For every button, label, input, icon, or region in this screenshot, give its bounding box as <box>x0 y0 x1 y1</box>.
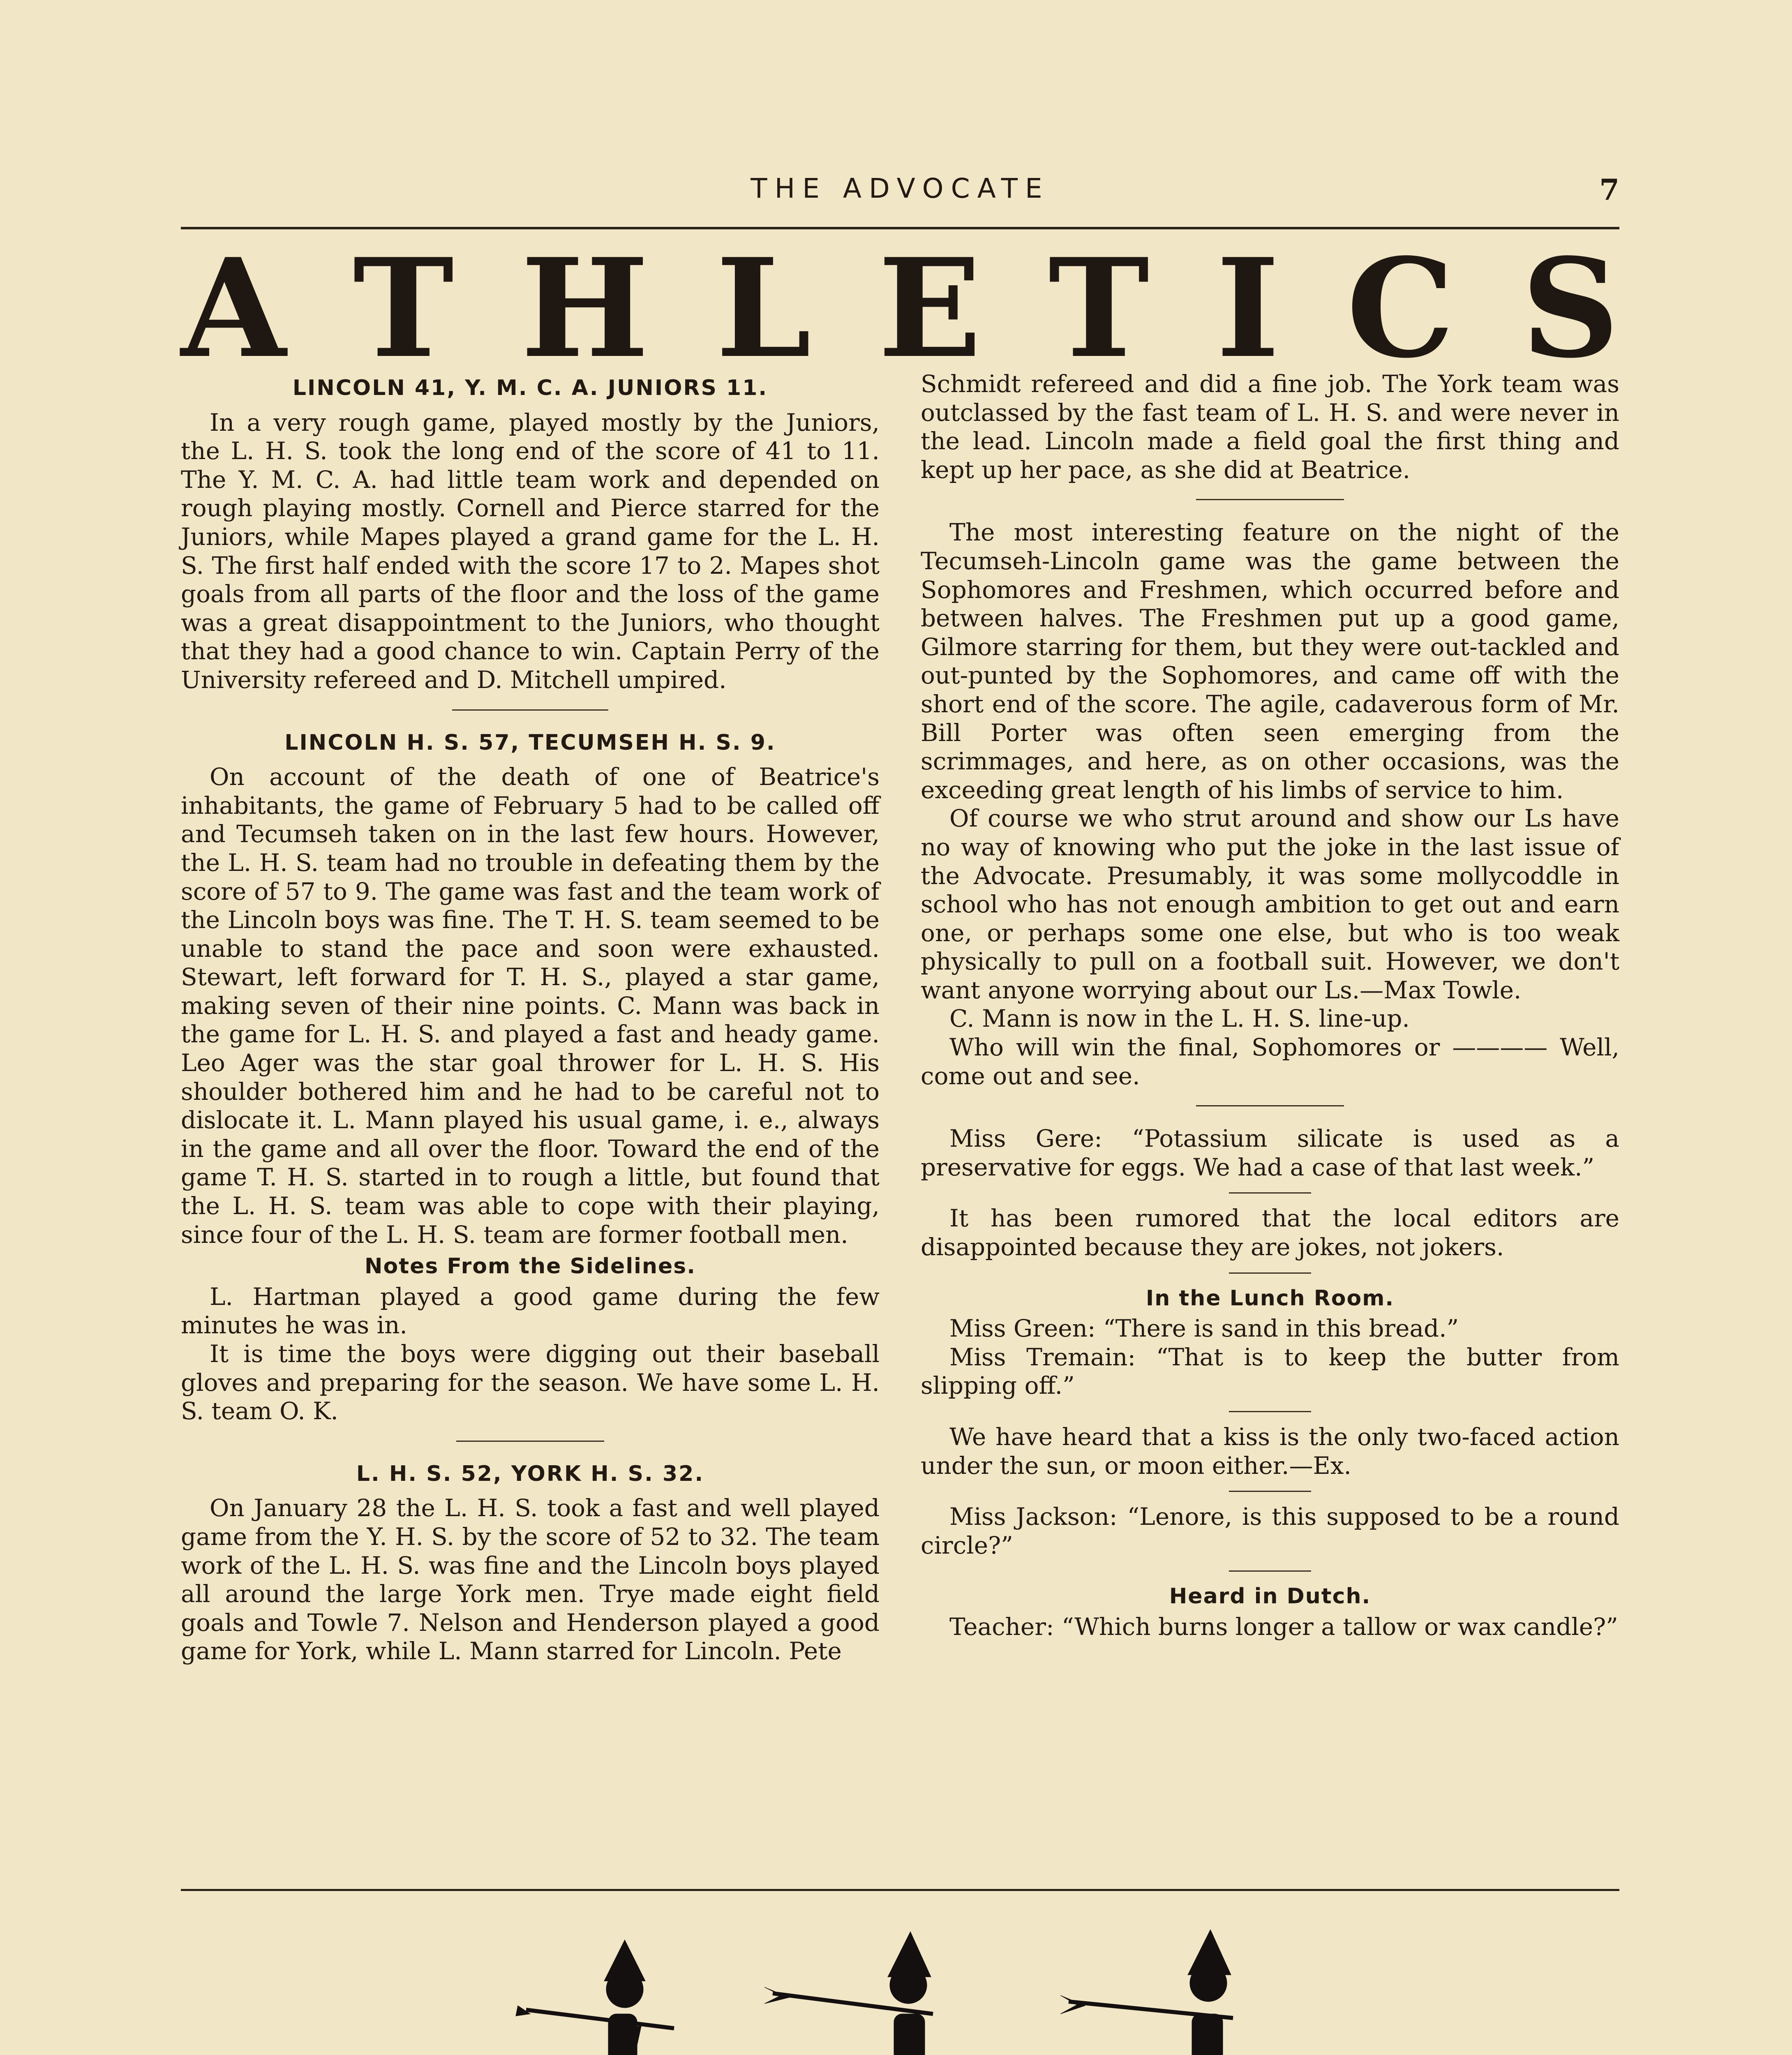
separator-rule <box>1229 1491 1311 1492</box>
witch-figure-2 <box>764 1932 1069 2055</box>
column-rule <box>904 374 905 1862</box>
title-letter: A <box>181 229 286 388</box>
article-paragraph: Miss Gere: “Potassium silicate is used as a preservative for eggs. We had a case of that last week.” <box>921 1124 1619 1181</box>
right-column <box>921 370 1619 1642</box>
article-paragraph: Miss Tremain: “That is to keep the butter from slipping off.” <box>921 1343 1619 1400</box>
article-paragraph: In a very rough game, played mostly by the Juniors, the L. H. S. took the long end of the score of 41 to 11. The Y. M. C. A. had little team work and depended on rough playing mostly. Cornell and Pierce starred for the Juniors, while Mapes played a grand game for the L. H. S. The first half ended with the score 17 to 2. Mapes shot goals from all parts of the floor and the loss of the game was a great disappointment to the Juniors, who thought that they had a good chance to win. Captain Perry of the University refereed and D. Mitchell umpired. <box>181 408 880 694</box>
article-paragraph: We have heard that a kiss is the only two-faced action under the sun, or moon either.—Ex. <box>921 1423 1619 1480</box>
article-paragraph: Miss Jackson: “Lenore, is this supposed to be a round circle?” <box>921 1503 1619 1559</box>
article-heading: L. H. S. 52, YORK H. S. 32. <box>356 1461 704 1486</box>
separator-rule <box>1229 1411 1311 1412</box>
witch-figure-1 <box>436 1940 764 2055</box>
title-letter: I <box>1216 229 1280 388</box>
title-letter: E <box>878 229 981 388</box>
separator-rule <box>456 1441 604 1442</box>
article-paragraph: C. Mann is now in the L. H. S. line-up. <box>949 1004 1410 1033</box>
subheading: Notes From the Sidelines. <box>365 1254 696 1279</box>
separator-rule <box>1229 1570 1311 1572</box>
witches-silhouette-illustration <box>427 1891 1373 2055</box>
title-letter: H <box>521 229 649 388</box>
page-number: 7 <box>1599 173 1619 207</box>
article-paragraph: Of course we who strut around and show our Ls have no way of knowing who put the joke in the last issue of the Advocate. Presumably, it was some mollycoddle in school who has not enough ambition to get out and earn one, or perhaps some one else, but who is too weak physically to pull on a football suit. However, we don't want anyone worrying about our Ls.—Max Towle. <box>921 804 1619 1004</box>
title-letter: T <box>353 229 454 388</box>
title-letter: T <box>1048 229 1150 388</box>
separator-rule <box>1196 499 1344 500</box>
witch-figure-3 <box>1060 1930 1365 2055</box>
publication-title: THE ADVOCATE <box>751 173 1050 204</box>
subheading: Heard in Dutch. <box>1169 1584 1371 1609</box>
article-heading: LINCOLN 41, Y. M. C. A. JUNIORS 11. <box>292 376 768 400</box>
article-paragraph: Miss Green: “There is sand in this bread.” <box>949 1314 1459 1343</box>
article-heading: LINCOLN H. S. 57, TECUMSEH H. S. 9. <box>284 730 776 755</box>
title-letter: L <box>716 229 811 388</box>
subheading: In the Lunch Room. <box>1145 1286 1395 1311</box>
separator-rule <box>1196 1105 1344 1106</box>
separator-rule <box>1229 1192 1311 1194</box>
article-paragraph: Teacher: “Which burns longer a tallow or wax candle?” <box>949 1612 1618 1641</box>
separator-rule <box>452 709 608 711</box>
title-letter: S <box>1521 229 1619 388</box>
separator-rule <box>1229 1272 1311 1274</box>
article-paragraph: L. Hartman played a good game during the few minutes he was in. <box>181 1282 880 1339</box>
article-paragraph: On account of the death of one of Beatrice's inhabitants, the game of February 5 had to be called off and Tecumseh taken on in the last few hours. However, the L. H. S. team had no trouble in defeating them by the score of 57 to 9. The game was fast and the team work of the Lincoln boys was fine. The T. H. S. team seemed to be unable to stand the pace and soon were exhausted. Stewart, left forward for T. H. S., played a star game, making seven of their nine points. C. Mann was back in the game for L. H. S. and played a fast and heady game. Leo Ager was the star goal thrower for L. H. S. His shoulder bothered him and he had to be careful not to dislocate it. L. Mann played his usual game, i. e., always in the game and all over the floor. Toward the end of the game T. H. S. started in to rough a little, but found that the L. H. S. team was able to cope with their playing, since four of the L. H. S. team are former football men. <box>181 763 880 1249</box>
left-column <box>181 370 880 1666</box>
article-paragraph: Who will win the final, Sophomores or ———— Well, come out and see. <box>921 1033 1619 1090</box>
article-paragraph: Schmidt refereed and did a fine job. The York team was outclassed by the fast team of L. H. S. and were never in the lead. Lincoln made a field goal the first thing and kept up her pace, as she did at Beatrice. <box>921 370 1619 484</box>
title-letter: C <box>1346 229 1455 388</box>
article-paragraph: It has been rumored that the local editors are disappointed because they are jokes, not jokers. <box>921 1204 1619 1261</box>
article-paragraph: On January 28 the L. H. S. took a fast and well played game from the Y. H. S. by the score of 52 to 32. The team work of the L. H. S. was fine and the Lincoln boys played all around the large York men. Trye made eight field goals and Towle 7. Nelson and Henderson played a good game for York, while L. Mann starred for Lincoln. Pete <box>181 1494 880 1665</box>
article-paragraph: The most interesting feature on the night of the Tecumseh-Lincoln game was the game between the Sophomores and Freshmen, which occurred before and between halves. The Freshmen put up a good game, Gilmore starring for them, but they were out-tackled and out-punted by the Sophomores, and came off with the short end of the score. The agile, cadaverous form of Mr. Bill Porter was often seen emerging from the scrimmages, and here, as on other occasions, was the exceeding great length of his limbs of service to him. <box>921 518 1619 804</box>
article-paragraph: It is time the boys were digging out their baseball gloves and preparing for the season. We have some L. H. S. team O. K. <box>181 1340 880 1425</box>
running-header <box>181 164 1619 214</box>
